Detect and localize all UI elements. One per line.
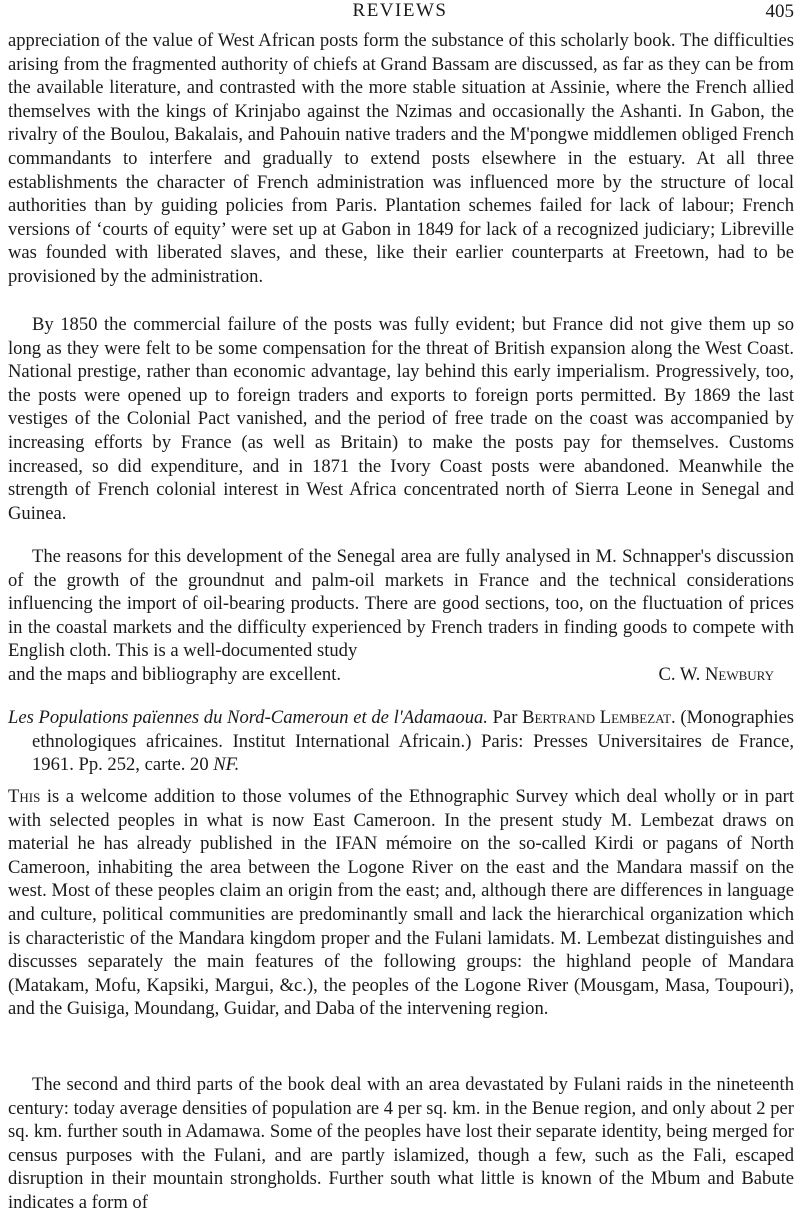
book-author: Bertrand Lembezat. xyxy=(522,707,676,728)
book-title: Les Populations païennes du Nord-Cameroun et de l'Adamaoua. xyxy=(8,707,488,728)
review2-lead-word: This xyxy=(8,786,41,807)
book-currency: NF. xyxy=(213,754,240,776)
page-header xyxy=(0,0,800,22)
book-details: (Monographies ethnologiques africaines. Institut International Africain.) Paris: Presses Universitaires de France, 1961. Pp. 252, carte. 20 xyxy=(32,707,794,776)
review2-paragraph-2: The second and third parts of the book deal with an area devastated by Fulani raids in the nineteenth century: today average densities of population are 4 per sq. km. in the Benue region, and only about 2 per sq. km. further south in Adamawa. Some of the peoples have lost their separate identity, being merged for census purposes with the Fulani, and are partly islamized, though a few, such as the Fali, escaped disruption in their mountain strongholds. Further south what little is known of the Mbum and Babute indicates a form of xyxy=(8,1074,794,1213)
review1-signature-line xyxy=(8,663,794,687)
running-title: REVIEWS xyxy=(352,0,448,21)
review1-paragraph-1: appreciation of the value of West African posts form the substance of this scholarly book. The difficulties arising from the fragmented authority of chiefs at Grand Bassam are discussed, as far as they can be from the available literature, and contrasted with the more stable situation at Assinie, where the French allied themselves with the kings of Krinjabo against the Nzimas and occasionally the Ashanti. In Gabon, the rivalry of the Boulou, Bakalais, and Pahouin native traders and the M'pongwe middlemen obliged French commandants to interfere and gradually to extend posts elsewhere in the estuary. At all three establishments the character of French administration was influenced more by the structure of local authorities than by guiding policies from Paris. Plantation schemes failed for lack of labour; French versions of ‘courts of equity’ were set up at Gabon in 1849 for lack of a recognized judiciary; Libreville was founded with liberated slaves, and these, like their earlier counterparts at Freetown, had to be provisioned by the administration. xyxy=(8,30,794,287)
book-reference xyxy=(8,706,794,777)
review1-paragraph-3 xyxy=(8,545,794,687)
review2-paragraph-1-text: is a welcome addition to those volumes of the Ethnographic Survey which deal wholly or in part with selected peoples in what is now East Cameroon. In the present study M. Lembezat draws on material he has already published in the IFAN mémoire on the so-called Kirdi or pagans of North Cameroon, inhabiting the area between the Logone River on the east and the Mandara massif on the west. Most of these peoples claim an origin from the east; and, although there are differences in language and culture, political communities are predominantly small and lack the hierarchical organization which is characteristic of the Mandara kingdom proper and the Fulani lamidats. M. Lembezat distinguishes and discusses separately the main features of the following groups: the highland people of Mandara (Matakam, Mofu, Kapsiki, Margui, &c.), the peoples of the Logone River (Mousgam, Masa, Toupouri), and the Guisiga, Moundang, Guidar, and Daba of the intervening region. xyxy=(8,786,794,1020)
review1-last-line: and the maps and bibliography are excellent. xyxy=(8,663,342,685)
book-by: Par xyxy=(492,707,518,728)
review1-paragraph-2: By 1850 the commercial failure of the posts was fully evident; but France did not give them up so long as they were felt to be some compensation for the threat of British expansion along the West Coast. National prestige, rather than economic advantage, lay behind this early imperialism. Progressively, too, the posts were opened up to foreign traders and exports to foreign ports permitted. By 1869 the last vestiges of the Colonial Pact vanished, and the period of free trade on the coast was accompanied by increasing efforts by France (as well as Britain) to make the posts pay for themselves. Customs increased, so did expenditure, and in 1871 the Ivory Coast posts were abandoned. Meanwhile the strength of French colonial interest in West Africa concentrated north of Sierra Leone in Senegal and Guinea. xyxy=(8,314,794,524)
review1-paragraph-3-text: The reasons for this development of the Senegal area are fully analysed in M. Schnapper's discussion of the growth of the groundnut and palm-oil markets in France and the technical considerations influencing the import of oil-bearing products. There are good sections, too, on the fluctuation of prices in the coastal markets and the difficulty experienced by French traders in finding goods to compete with English cloth. This is a well-documented study xyxy=(8,546,794,662)
page-number: 405 xyxy=(765,1,794,22)
reviewer-signature: C. W. Newbury xyxy=(658,663,774,685)
review2-paragraph-1 xyxy=(8,785,794,1021)
